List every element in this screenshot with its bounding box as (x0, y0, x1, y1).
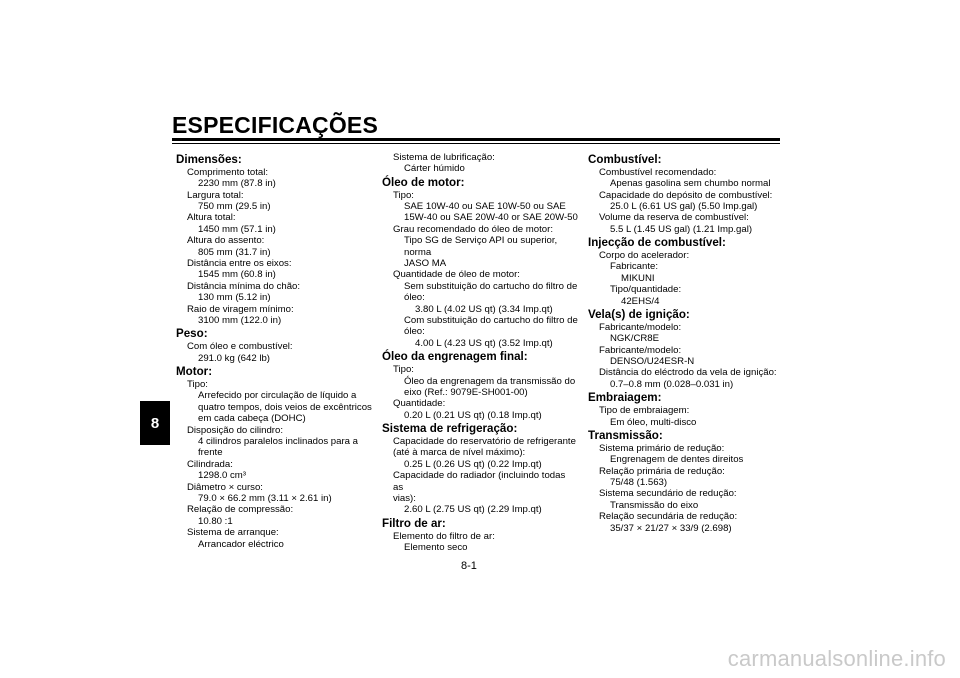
spec-line: frente (198, 447, 223, 459)
spec-line: Capacidade do radiador (incluindo todas as (393, 470, 566, 493)
spec-line: Tipo de embraiagem: (599, 405, 690, 417)
spec-line: Altura do assento: (187, 235, 265, 247)
spec-line: 75/48 (1.563) (610, 476, 668, 488)
spec-line: Com substituição do cartucho do filtro de (404, 315, 578, 327)
spec-line: Tipo: (393, 364, 414, 376)
spec-section-heading: Sistema de refrigeração: (382, 422, 518, 436)
spec-line: 130 mm (5.12 in) (198, 292, 271, 304)
spec-line: Sistema primário de redução: (599, 442, 725, 454)
spec-line: Apenas gasolina sem chumbo normal (610, 178, 771, 190)
spec-line: 750 mm (29.5 in) (198, 201, 271, 213)
spec-line: em cada cabeça (DOHC) (198, 413, 306, 425)
spec-line: 0.7–0.8 mm (0.028–0.031 in) (610, 378, 734, 390)
spec-line: Relação primária de redução: (599, 465, 725, 477)
spec-line: 5.5 L (1.45 US gal) (1.21 Imp.gal) (610, 223, 753, 235)
spec-line: Disposição do cilindro: (187, 424, 283, 436)
spec-section-heading: Transmissão: (588, 428, 663, 442)
spec-section-heading: Embraiagem: (588, 391, 662, 405)
spec-section-heading: Dimensões: (176, 153, 242, 166)
page-title: ESPECIFICAÇÕES (172, 112, 379, 138)
spec-line: Grau recomendado do óleo de motor: (393, 223, 553, 235)
spec-column-2 (382, 152, 578, 553)
spec-line: Sistema de arranque: (187, 527, 279, 539)
spec-line: Tipo/quantidade: (610, 284, 682, 296)
spec-line: Combustível recomendado: (599, 166, 717, 178)
spec-line: 4 cilindros paralelos inclinados para a (198, 435, 358, 447)
spec-line: Fabricante: (610, 261, 658, 273)
spec-line: 42EHS/4 (621, 295, 660, 307)
chapter-tab: 8 (140, 401, 170, 445)
watermark: carmanualsonline.info (727, 646, 946, 671)
spec-line: Distância do eléctrodo da vela de ignição: (599, 367, 777, 379)
spec-line: quatro tempos, dois veios de excêntricos (198, 401, 372, 413)
spec-line: Sem substituição do cartucho do filtro de (404, 280, 578, 292)
spec-line: 1450 mm (57.1 in) (198, 223, 276, 235)
spec-line: 35/37 × 21/27 × 33/9 (2.698) (610, 522, 732, 534)
spec-line: 25.0 L (6.61 US gal) (5.50 Imp.gal) (610, 201, 758, 213)
spec-line: Elemento seco (404, 541, 468, 553)
spec-section-heading: Injecção de combustível: (588, 236, 726, 250)
spec-line: 4.00 L (4.23 US qt) (3.52 Imp.qt) (415, 337, 553, 349)
spec-line: Fabricante/modelo: (599, 344, 682, 356)
spec-line: Com óleo e combustível: (187, 341, 293, 353)
spec-line: óleo: (404, 326, 425, 338)
spec-line: Engrenagem de dentes direitos (610, 454, 744, 466)
spec-line: NGK/CR8E (610, 333, 660, 345)
spec-section-heading: Óleo de motor: (382, 175, 465, 189)
spec-line: 3.80 L (4.02 US qt) (3.34 Imp.qt) (415, 303, 553, 315)
spec-line: Cárter húmido (404, 163, 465, 175)
spec-line: Arrancador eléctrico (198, 538, 284, 550)
spec-line: (até à marca de nível máximo): (393, 447, 526, 459)
spec-line: Corpo do acelerador: (599, 250, 690, 262)
spec-line: Relação de compressão: (187, 504, 294, 516)
spec-line: MIKUNI (621, 272, 655, 284)
spec-line: Largura total: (187, 189, 244, 201)
spec-line: Óleo da engrenagem da transmissão do (404, 375, 576, 387)
spec-section-heading: Combustível: (588, 153, 662, 166)
spec-line: Distância entre os eixos: (187, 258, 292, 270)
spec-section-heading: Filtro de ar: (382, 516, 446, 530)
spec-line: 2230 mm (87.8 in) (198, 178, 276, 190)
spec-line: 0.20 L (0.21 US qt) (0.18 Imp.qt) (404, 409, 542, 421)
spec-line: Fabricante/modelo: (599, 321, 682, 333)
spec-line: Em óleo, multi-disco (610, 416, 697, 428)
spec-line: Comprimento total: (187, 166, 269, 178)
spec-line: Tipo SG de Serviço API ou superior, norma (404, 235, 558, 258)
spec-line: JASO MA (404, 258, 447, 270)
spec-line: eixo (Ref.: 9079E-SH001-00) (404, 386, 528, 398)
spec-line: Cilindrada: (187, 458, 233, 470)
spec-line: Altura total: (187, 212, 236, 224)
spec-line: Capacidade do reservatório de refrigerante (393, 435, 576, 447)
spec-line: Elemento do filtro de ar: (393, 530, 495, 542)
title-rule-thin (172, 143, 780, 144)
spec-line: Volume da reserva de combustível: (599, 212, 749, 224)
spec-column-3 (588, 152, 778, 534)
spec-section-heading: Peso: (176, 327, 208, 341)
spec-line: 291.0 kg (642 lb) (198, 352, 270, 364)
spec-line: Capacidade do depósito de combustível: (599, 189, 773, 201)
spec-line: 1545 mm (60.8 in) (198, 269, 276, 281)
spec-line: vias): (393, 492, 416, 504)
spec-section-heading: Óleo da engrenagem final: (382, 350, 528, 364)
spec-line: Sistema de lubrificação: (393, 152, 495, 163)
spec-section-heading: Vela(s) de ignição: (588, 308, 690, 322)
spec-line: 2.60 L (2.75 US qt) (2.29 Imp.qt) (404, 504, 542, 516)
spec-line: 15W-40 ou SAE 20W-40 or SAE 20W-50 (404, 212, 578, 224)
spec-line: Diâmetro × curso: (187, 481, 263, 493)
spec-line: 3100 mm (122.0 in) (198, 315, 282, 327)
spec-line: 1298.0 cm³ (198, 470, 246, 482)
spec-line: Arrefecido por circulação de líquido a (198, 390, 357, 402)
page-number: 8-1 (461, 560, 477, 572)
spec-line: Tipo: (393, 189, 414, 201)
spec-line: Tipo: (187, 378, 208, 390)
spec-line: Distância mínima do chão: (187, 280, 301, 292)
title-rule-thick (172, 138, 780, 141)
spec-line: SAE 10W-40 ou SAE 10W-50 ou SAE (404, 201, 566, 213)
spec-line: DENSO/U24ESR-N (610, 356, 695, 368)
spec-line: Relação secundária de redução: (599, 511, 738, 523)
spec-line: 805 mm (31.7 in) (198, 246, 271, 258)
spec-line: 0.25 L (0.26 US qt) (0.22 Imp.qt) (404, 458, 542, 470)
spec-column-1 (176, 152, 376, 550)
spec-line: Transmissão do eixo (610, 499, 699, 511)
spec-line: Sistema secundário de redução: (599, 488, 737, 500)
spec-line: Quantidade de óleo de motor: (393, 269, 520, 281)
spec-line: 10.80 :1 (198, 515, 233, 527)
spec-line: Raio de viragem mínimo: (187, 303, 294, 315)
spec-section-heading: Motor: (176, 365, 213, 379)
spec-line: óleo: (404, 292, 425, 304)
spec-line: 79.0 × 66.2 mm (3.11 × 2.61 in) (198, 492, 332, 504)
spec-line: Quantidade: (393, 398, 446, 410)
